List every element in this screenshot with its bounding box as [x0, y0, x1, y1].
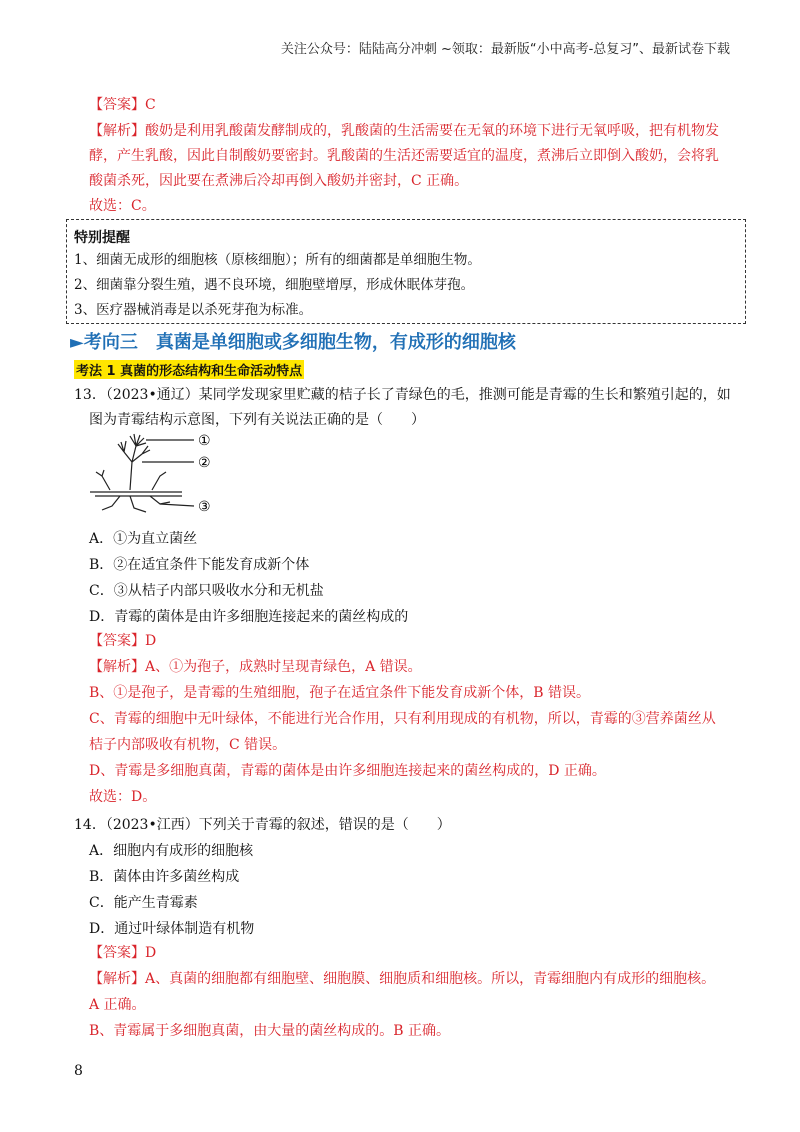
analysis-line: D、青霉是多细胞真菌，青霉的菌体是由许多细胞连接起来的菌丝构成的，D 正确。: [89, 763, 606, 779]
option: C．③从桔子内部只吸收水分和无机盐: [89, 583, 324, 599]
analysis-text: A、真菌的细胞都有细胞壁、细胞膜、细胞质和细胞核。所以，青霉细胞内有成形的细胞核。: [145, 971, 716, 987]
section-heading: [70, 328, 516, 354]
page-header: 关注公众号：陆陆高分冲刺 ~领取：最新版“小中高考-总复习”、最新试卷下载: [280, 42, 730, 57]
section-title: 考向三 真菌是单细胞或多细胞生物，有成形的细胞核: [83, 332, 516, 353]
nutrient-hypha: [130, 496, 146, 512]
spore-tuft: [142, 446, 150, 454]
option: D．通过叶绿体制造有机物: [89, 921, 255, 937]
side-hypha: [152, 472, 166, 490]
analysis-line: 酸菌杀死，因此要在煮沸后冷却再倒入酸奶并密封，C 正确。: [89, 173, 469, 189]
diagram-label: ③: [198, 499, 211, 515]
analysis-line: 酵，产生乳酸，因此自制酸奶要密封。乳酸菌的生活还需要适宜的温度，煮沸后立即倒入酸奶，会将乳: [89, 148, 719, 164]
spore-tuft: [130, 434, 146, 446]
analysis-label: 【解析】: [89, 659, 145, 675]
answer-label: 【答案】C: [89, 97, 156, 113]
erect-hypha: [124, 452, 132, 462]
analysis-line: B、青霉属于多细胞真菌，由大量的菌丝构成的。B 正确。: [89, 1023, 451, 1039]
nutrient-hypha: [150, 496, 170, 504]
analysis-line: C、青霉的细胞中无叶绿体，不能进行光合作用，只有利用现成的有机物，所以，青霉的③营养菌丝从: [89, 711, 716, 727]
question-stem: 13．（2023•通辽）某同学发现家里贮藏的桔子长了青绿色的毛，推测可能是青霉的生长和繁殖引起的，如: [74, 387, 731, 403]
tip-item: 3、医疗器械消毒是以杀死芽孢为标准。: [74, 302, 313, 318]
page-number: 8: [74, 1063, 83, 1079]
conclusion: 故选：C。: [89, 198, 156, 214]
tip-title: 特别提醒: [74, 230, 130, 246]
arrow-icon: ►: [70, 332, 84, 353]
side-hypha: [96, 470, 110, 490]
answer-label: 【答案】D: [89, 633, 157, 649]
spore-tuft: [118, 441, 126, 452]
analysis-line: B、①是孢子，是青霉的生殖细胞，孢子在适宜条件下能发育成新个体，B 错误。: [89, 685, 591, 701]
analysis-label: 【解析】: [89, 123, 145, 139]
question-stem: 图为青霉结构示意图，下列有关说法正确的是（ ）: [89, 412, 425, 428]
analysis-line: 桔子内部吸收有机物，C 错误。: [89, 737, 287, 753]
analysis-text: 酸奶是利用乳酸菌发酵制成的，乳酸菌的生活需要在无氧的环境下进行无氧呼吸，把有机物发: [145, 123, 719, 139]
analysis-line: [89, 970, 715, 988]
tip-item: 1、细菌无成形的细胞核（原核细胞）；所有的细菌都是单细胞生物。: [74, 252, 481, 268]
question-stem: 14．（2023•江西）下列关于青霉的叙述，错误的是（ ）: [74, 817, 451, 833]
option: A．①为直立菌丝: [89, 531, 198, 547]
tip-item: 2、细菌靠分裂生殖，遇不良环境，细胞壁增厚，形成休眠体芽孢。: [74, 277, 475, 293]
erect-hypha: [130, 446, 136, 490]
nutrient-hypha: [102, 496, 120, 510]
analysis-label: 【解析】: [89, 971, 145, 987]
option: C．能产生青霉素: [89, 895, 198, 911]
option: B．②在适宜条件下能发育成新个体: [89, 557, 310, 573]
answer-label: 【答案】D: [89, 945, 157, 961]
analysis-line: [89, 122, 719, 140]
conclusion: 故选：D。: [89, 789, 157, 805]
option: D．青霉的菌体是由许多细胞连接起来的菌丝构成的: [89, 609, 409, 625]
diagram-label: ②: [198, 455, 211, 471]
kaofa-label: 考法 1 真菌的形态结构和生命活动特点: [74, 360, 304, 379]
analysis-line: [89, 658, 422, 676]
analysis-text: A、①为孢子，成熟时呈现青绿色，A 错误。: [145, 659, 422, 675]
analysis-line: A 正确。: [89, 997, 146, 1013]
leader-line: [160, 504, 194, 506]
option: A．细胞内有成形的细胞核: [89, 843, 254, 859]
option: B．菌体由许多菌丝构成: [89, 869, 240, 885]
penicillium-diagram: [90, 432, 240, 517]
diagram-label: ①: [198, 433, 211, 449]
